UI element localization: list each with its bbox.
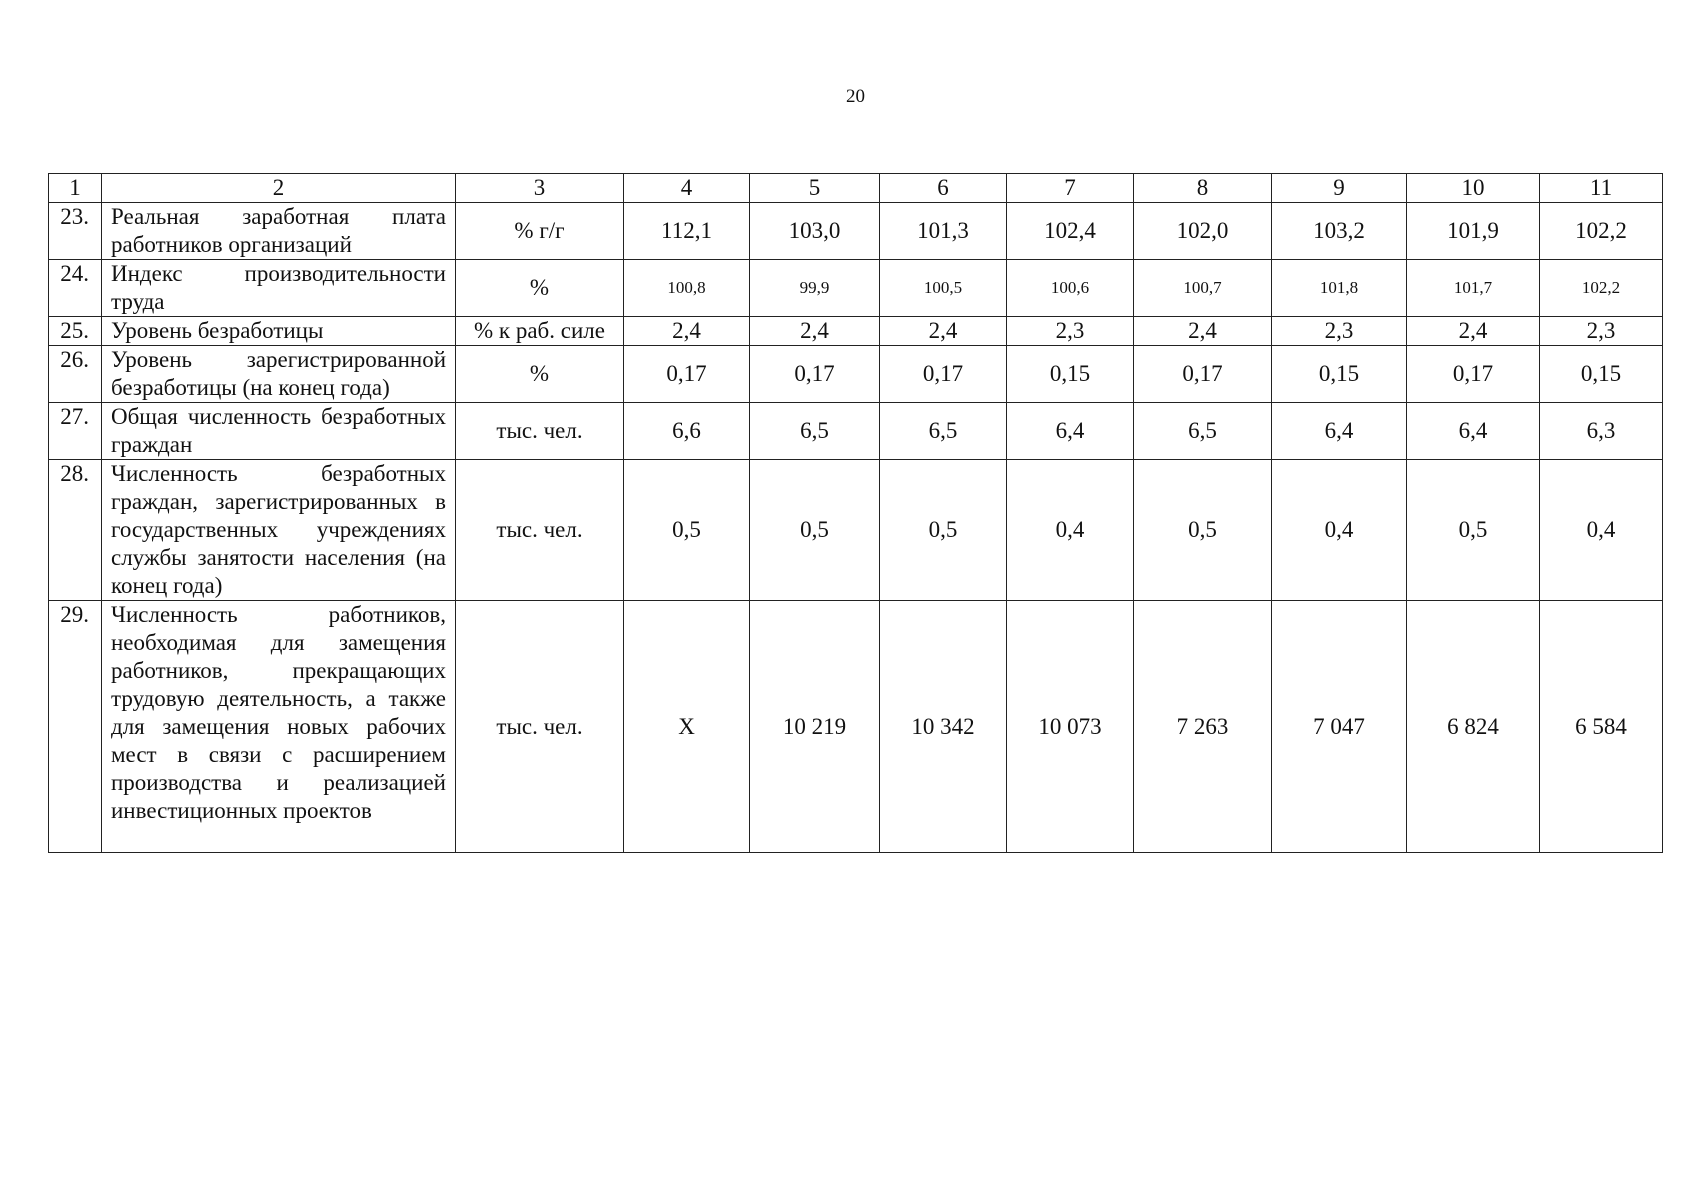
- value-cell: 101,8: [1272, 260, 1407, 317]
- value-cell: 0,15: [1007, 346, 1134, 403]
- value-cell: 2,4: [1134, 317, 1272, 346]
- value-cell: 0,17: [1134, 346, 1272, 403]
- row-number: 24.: [49, 260, 102, 317]
- value-cell: 0,17: [624, 346, 750, 403]
- indicator-name: Уровень зарегистрированной безработицы (на конец года): [102, 346, 456, 403]
- table-row: [49, 601, 1663, 853]
- value-cell: 102,2: [1540, 203, 1663, 260]
- column-number: 9: [1272, 174, 1407, 203]
- value-cell: 0,17: [880, 346, 1007, 403]
- value-cell: 0,5: [750, 460, 880, 601]
- value-cell: 0,4: [1007, 460, 1134, 601]
- value-cell: 102,2: [1540, 260, 1663, 317]
- value-cell: 6,5: [750, 403, 880, 460]
- value-cell: 103,0: [750, 203, 880, 260]
- value-cell: 7 263: [1134, 601, 1272, 853]
- value-cell: 6,3: [1540, 403, 1663, 460]
- value-cell: 2,3: [1007, 317, 1134, 346]
- value-cell: 0,15: [1540, 346, 1663, 403]
- table-row: [49, 260, 1663, 317]
- row-number: 29.: [49, 601, 102, 853]
- value-cell: 101,7: [1407, 260, 1540, 317]
- value-cell: 7 047: [1272, 601, 1407, 853]
- value-cell: 0,5: [880, 460, 1007, 601]
- value-cell: 6,5: [1134, 403, 1272, 460]
- value-cell: 99,9: [750, 260, 880, 317]
- column-number: 5: [750, 174, 880, 203]
- value-cell: 0,5: [624, 460, 750, 601]
- unit-cell: тыс. чел.: [456, 601, 624, 853]
- value-cell: 6,4: [1407, 403, 1540, 460]
- value-cell: X: [624, 601, 750, 853]
- table-row: [49, 203, 1663, 260]
- value-cell: 0,5: [1407, 460, 1540, 601]
- row-number: 25.: [49, 317, 102, 346]
- value-cell: 6,5: [880, 403, 1007, 460]
- indicator-name: Численность безработных граждан, зарегистрированных в государственных учреждениях службы занятости населения (на конец года): [102, 460, 456, 601]
- value-cell: 6 584: [1540, 601, 1663, 853]
- column-number: 4: [624, 174, 750, 203]
- indicators-table: [48, 173, 1663, 853]
- indicator-name: Уровень безработицы: [102, 317, 456, 346]
- column-number: 7: [1007, 174, 1134, 203]
- column-number: 8: [1134, 174, 1272, 203]
- value-cell: 112,1: [624, 203, 750, 260]
- row-number: 23.: [49, 203, 102, 260]
- indicator-name: Индекс производительности труда: [102, 260, 456, 317]
- value-cell: 101,3: [880, 203, 1007, 260]
- value-cell: 102,4: [1007, 203, 1134, 260]
- value-cell: 100,7: [1134, 260, 1272, 317]
- value-cell: 2,4: [624, 317, 750, 346]
- value-cell: 6,6: [624, 403, 750, 460]
- value-cell: 0,5: [1134, 460, 1272, 601]
- column-number: 1: [49, 174, 102, 203]
- value-cell: 100,6: [1007, 260, 1134, 317]
- value-cell: 2,3: [1272, 317, 1407, 346]
- value-cell: 0,4: [1272, 460, 1407, 601]
- value-cell: 0,17: [750, 346, 880, 403]
- page-number: 20: [846, 86, 865, 107]
- value-cell: 10 342: [880, 601, 1007, 853]
- value-cell: 6 824: [1407, 601, 1540, 853]
- column-number-row: [49, 174, 1663, 203]
- table-row: [49, 346, 1663, 403]
- value-cell: 103,2: [1272, 203, 1407, 260]
- column-number: 10: [1407, 174, 1540, 203]
- row-number: 27.: [49, 403, 102, 460]
- value-cell: 2,4: [750, 317, 880, 346]
- column-number: 6: [880, 174, 1007, 203]
- value-cell: 100,5: [880, 260, 1007, 317]
- value-cell: 0,15: [1272, 346, 1407, 403]
- table-row: [49, 460, 1663, 601]
- unit-cell: %: [456, 346, 624, 403]
- unit-cell: тыс. чел.: [456, 403, 624, 460]
- indicator-name: Численность работников, необходимая для замещения работников, прекращающих трудовую деятельность, а также для замещения новых рабочих мест в связи с расширением производства и реализацией инвестиционных проектов: [102, 601, 456, 853]
- value-cell: 0,17: [1407, 346, 1540, 403]
- value-cell: 2,4: [1407, 317, 1540, 346]
- indicator-name: Реальная заработная плата работников организаций: [102, 203, 456, 260]
- indicator-name: Общая численность безработных граждан: [102, 403, 456, 460]
- value-cell: 102,0: [1134, 203, 1272, 260]
- value-cell: 6,4: [1007, 403, 1134, 460]
- unit-cell: % к раб. силе: [456, 317, 624, 346]
- value-cell: 0,4: [1540, 460, 1663, 601]
- value-cell: 101,9: [1407, 203, 1540, 260]
- value-cell: 10 073: [1007, 601, 1134, 853]
- column-number: 3: [456, 174, 624, 203]
- table-row: [49, 317, 1663, 346]
- value-cell: 2,4: [880, 317, 1007, 346]
- unit-cell: %: [456, 260, 624, 317]
- column-number: 11: [1540, 174, 1663, 203]
- unit-cell: тыс. чел.: [456, 460, 624, 601]
- value-cell: 10 219: [750, 601, 880, 853]
- value-cell: 100,8: [624, 260, 750, 317]
- value-cell: 6,4: [1272, 403, 1407, 460]
- unit-cell: % г/г: [456, 203, 624, 260]
- row-number: 26.: [49, 346, 102, 403]
- value-cell: 2,3: [1540, 317, 1663, 346]
- column-number: 2: [102, 174, 456, 203]
- table-row: [49, 403, 1663, 460]
- row-number: 28.: [49, 460, 102, 601]
